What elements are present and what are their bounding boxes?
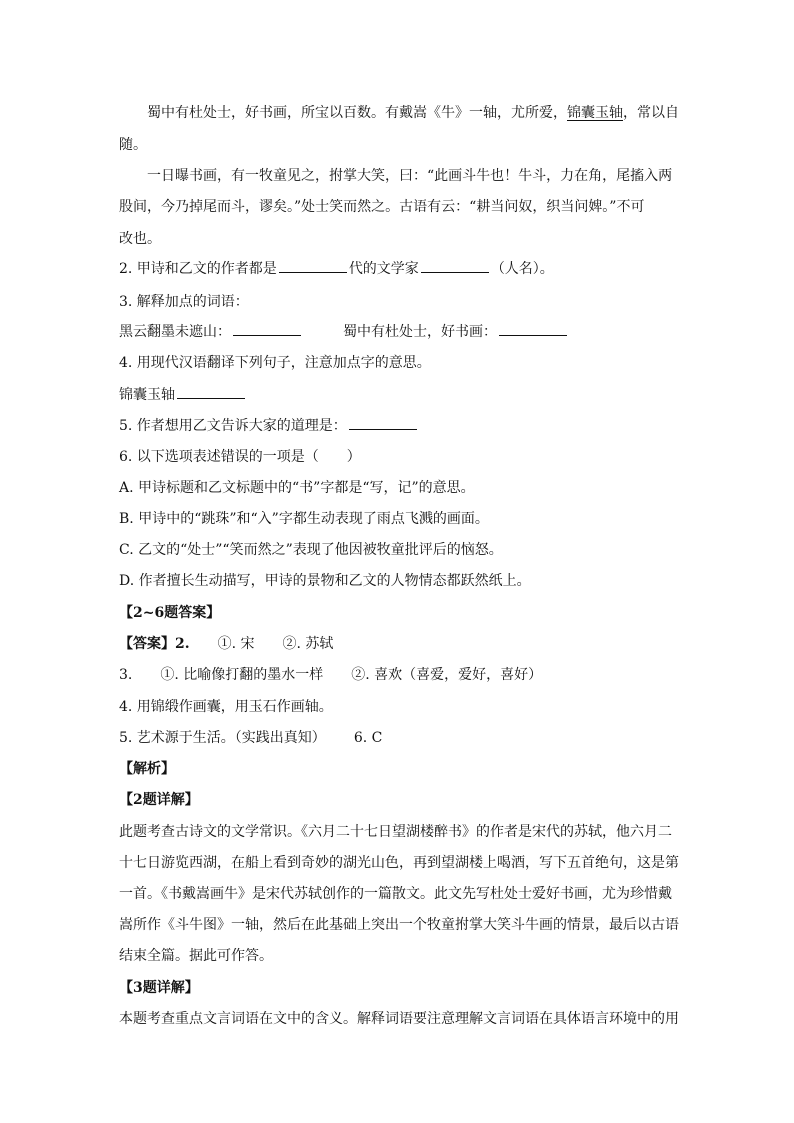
answer-5-6: 5. 艺术源于生活。（实践出真知） 6. C bbox=[119, 730, 383, 746]
detail-line: 十七日游览西湖，在船上看到奇妙的湖光山色，再到望湖楼上喝酒，写下五首绝句，这是第 bbox=[119, 855, 679, 871]
passage-line: 一日曝书画，有一牧童见之，拊掌大笑，曰：“此画斗牛也！牛斗，力在角，尾搐入两 bbox=[147, 168, 673, 184]
question-2: 2. 甲诗和乙文的作者都是 代的文学家 （人名）。 bbox=[119, 261, 554, 277]
detail-2-header: 【2题详解】 bbox=[119, 792, 199, 808]
option-b: B. 甲诗中的“跳珠”和“入”字都生动表现了雨点飞溅的画面。 bbox=[119, 511, 489, 527]
answers-header: 【2~6题答案】 bbox=[119, 605, 221, 621]
detail-line: 结束全篇。据此可作答。 bbox=[119, 948, 273, 964]
option-a: A. 甲诗标题和乙文标题中的“书”字都是“写，记”的意思。 bbox=[119, 480, 475, 496]
answer-4: 4. 用锦缎作画囊，用玉石作画轴。 bbox=[119, 699, 333, 715]
question-6: 6. 以下选项表述错误的一项是（ ） bbox=[119, 449, 361, 465]
option-d: D. 作者擅长生动描写，甲诗的景物和乙文的人物情态都跃然纸上。 bbox=[119, 573, 531, 589]
passage-line: 随。 bbox=[119, 137, 147, 153]
answer-3: 3. ①. 比喻像打翻的墨水一样 ②. 喜欢（喜爱，爱好，喜好） bbox=[119, 667, 543, 683]
question-4-item: 锦囊玉轴 bbox=[119, 385, 679, 405]
question-5: 5. 作者想用乙文告诉大家的道理是： bbox=[119, 416, 679, 436]
question-4: 4. 用现代汉语翻译下列句子，注意加点字的意思。 bbox=[119, 355, 431, 371]
detail-line: 嵩所作《斗牛图》一轴，然后在此基础上突出一个牧童拊掌大笑斗牛画的情景，最后以古语 bbox=[119, 917, 679, 933]
detail-line: 本题考查重点文言词语在文中的含义。解释词语要注意理解文言词语在具体语言环境中的用 bbox=[119, 1011, 679, 1027]
answer-blank[interactable] bbox=[233, 322, 301, 336]
answer-blank[interactable] bbox=[177, 385, 245, 399]
question-3: 3. 解释加点的词语： bbox=[119, 294, 249, 310]
answer-2: 【答案】2. ①. 宋 ②. 苏轼 bbox=[119, 636, 334, 652]
analysis-header: 【解析】 bbox=[119, 761, 175, 777]
passage-line: 蜀中有杜处士，好书画，所宝以百数。有戴嵩《牛》一轴，尤所爱，锦囊玉轴，常以自 bbox=[147, 105, 679, 121]
option-c: C. 乙文的“处士”“笑而然之”表现了他因被牧童批评后的恼怒。 bbox=[119, 542, 503, 558]
detail-3-header: 【3题详解】 bbox=[119, 980, 199, 996]
marked-phrase: 锦囊玉轴 bbox=[567, 105, 623, 121]
passage-line: 改也。 bbox=[119, 231, 161, 247]
answer-blank[interactable] bbox=[279, 259, 347, 273]
answer-blank[interactable] bbox=[349, 416, 417, 430]
passage-line: 股间，今乃掉尾而斗，谬矣。”处士笑而然之。古语有云：“耕当问奴，织当问婢。”不可 bbox=[119, 199, 645, 215]
question-3-items: 黑云翻墨未遮山： 蜀中有杜处士，好书画： bbox=[119, 322, 679, 342]
answer-blank[interactable] bbox=[421, 259, 489, 273]
detail-line: 一首。《书戴嵩画牛》是宋代苏轼创作的一篇散文。此文先写杜处士爱好书画，尤为珍惜戴 bbox=[119, 886, 672, 902]
detail-line: 此题考查古诗文的文学常识。《六月二十七日望湖楼醉书》的作者是宋代的苏轼，他六月二 bbox=[119, 824, 672, 840]
answer-blank[interactable] bbox=[499, 322, 567, 336]
